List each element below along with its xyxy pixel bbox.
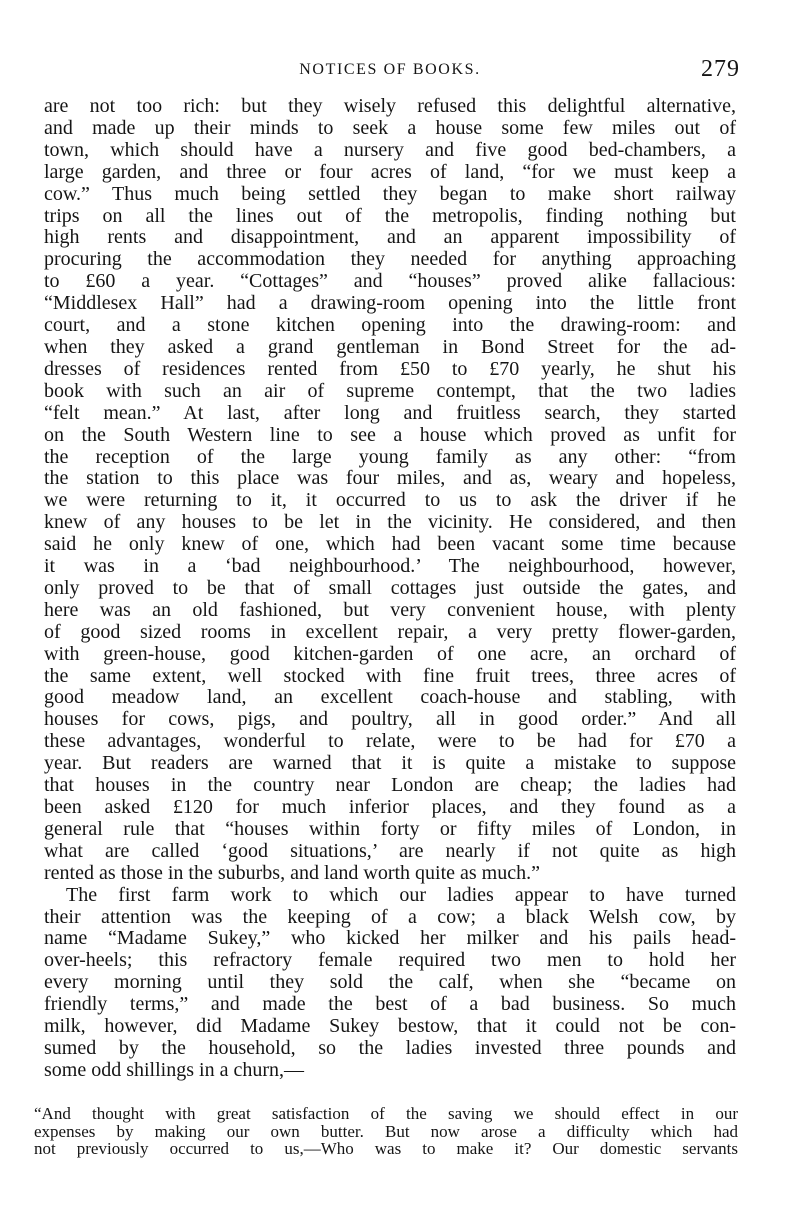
text-line: year. But readers are warned that it is quite a mistake to suppose xyxy=(44,752,736,775)
text-line: name “Madame Sukey,” who kicked her milker and his pails head- xyxy=(44,927,736,950)
paragraph-first-line: The first farm work to which our ladies appear to have turned xyxy=(66,883,736,906)
text-line: book with such an air of supreme contempt, that the two ladies xyxy=(44,379,736,402)
running-title: NOTICES OF BOOKS. xyxy=(299,61,481,78)
text-line: “Middlesex Hall” had a drawing-room opening into the little front xyxy=(44,292,736,315)
text-line: town, which should have a nursery and five good bed-chambers, a xyxy=(44,138,736,161)
main-text xyxy=(44,96,736,1082)
text-line: the reception of the large young family as any other: “from xyxy=(44,445,736,468)
text-line: it was in a ‘bad neighbourhood.’ The neighbourhood, however, xyxy=(44,555,736,578)
quote-line: not previously occurred to us,—Who was to make it? Our domestic servants xyxy=(34,1139,738,1158)
page-number: 279 xyxy=(701,56,740,82)
quote-line: expenses by making our own butter. But now arose a difficulty which had xyxy=(34,1121,738,1141)
text-line: cow.” Thus much being settled they began to make short railway xyxy=(44,182,736,205)
text-line: here was an old fashioned, but very convenient house, with plenty xyxy=(44,598,736,621)
text-line: of good sized rooms in excellent repair, a very pretty flower-garden, xyxy=(44,620,736,643)
text-line: every morning until they sold the calf, when she “became on xyxy=(44,971,736,994)
text-line: these advantages, wonderful to relate, were to be had for £70 a xyxy=(44,730,736,753)
text-line: only proved to be that of small cottages just outside the gates, and xyxy=(44,576,736,599)
text-line: dresses of residences rented from £50 to £70 yearly, he shut his xyxy=(44,357,736,380)
text-line: “felt mean.” At last, after long and fruitless search, they started xyxy=(44,401,736,424)
text-line: with green-house, good kitchen-garden of one acre, an orchard of xyxy=(44,642,736,665)
text-line: the station to this place was four miles, and as, weary and hopeless, xyxy=(44,467,736,490)
text-line: been asked £120 for much inferior places, and they found as a xyxy=(44,796,736,818)
text-line: court, and a stone kitchen opening into the drawing-room: and xyxy=(44,314,736,337)
text-line: good meadow land, an excellent coach-house and stabling, with xyxy=(44,686,736,709)
paragraph-end-line: rented as those in the suburbs, and land worth quite as much.” xyxy=(44,861,540,884)
text-line: houses for cows, pigs, and poultry, all in good order.” And all xyxy=(44,708,736,731)
text-line: large garden, and three or four acres of land, “for we must keep a xyxy=(44,160,736,183)
text-line: and made up their minds to seek a house some few miles out of xyxy=(44,116,736,139)
text-line: to £60 a year. “Cottages” and “houses” proved alike fallacious: xyxy=(44,270,736,293)
text-line: procuring the accommodation they needed for anything approaching xyxy=(44,248,736,271)
text-line: milk, however, did Madame Sukey bestow, that it could not be con- xyxy=(44,1015,736,1038)
text-line: general rule that “houses within forty or fifty miles of London, in xyxy=(44,817,736,840)
text-line: the same extent, well stocked with fine fruit trees, three acres of xyxy=(44,664,736,687)
text-line: on the South Western line to see a house which proved as unfit for xyxy=(44,423,736,446)
running-header xyxy=(40,56,740,86)
text-line: said he only knew of one, which had been vacant some time because xyxy=(44,533,736,556)
text-line: that houses in the country near London are cheap; the ladies had xyxy=(44,774,736,797)
text-line: what are called ‘good situations,’ are nearly if not quite as high xyxy=(44,839,736,862)
text-line: trips on all the lines out of the metropolis, finding nothing but xyxy=(44,204,736,227)
text-line: when they asked a grand gentleman in Bond Street for the ad- xyxy=(44,335,736,358)
text-line: are not too rich: but they wisely refused this delightful alternative, xyxy=(44,95,736,117)
text-line: sumed by the household, so the ladies invested three pounds and xyxy=(44,1036,736,1059)
text-line: friendly terms,” and made the best of a bad business. So much xyxy=(44,993,736,1016)
text-line: we were returning to it, it occurred to us to ask the driver if he xyxy=(44,489,736,512)
text-line: their attention was the keeping of a cow; a black Welsh cow, by xyxy=(44,905,736,928)
quote-line: “And thought with great satisfaction of the saving we should effect in our xyxy=(34,1104,738,1123)
block-quote xyxy=(34,1105,738,1158)
text-line: over-heels; this refractory female required two men to hold her xyxy=(44,949,736,972)
text-line: knew of any houses to be let in the vicinity. He considered, and then xyxy=(44,511,736,534)
paragraph-end-line: some odd shillings in a churn,— xyxy=(44,1058,304,1081)
text-line: high rents and disappointment, and an apparent impossibility of xyxy=(44,226,736,249)
